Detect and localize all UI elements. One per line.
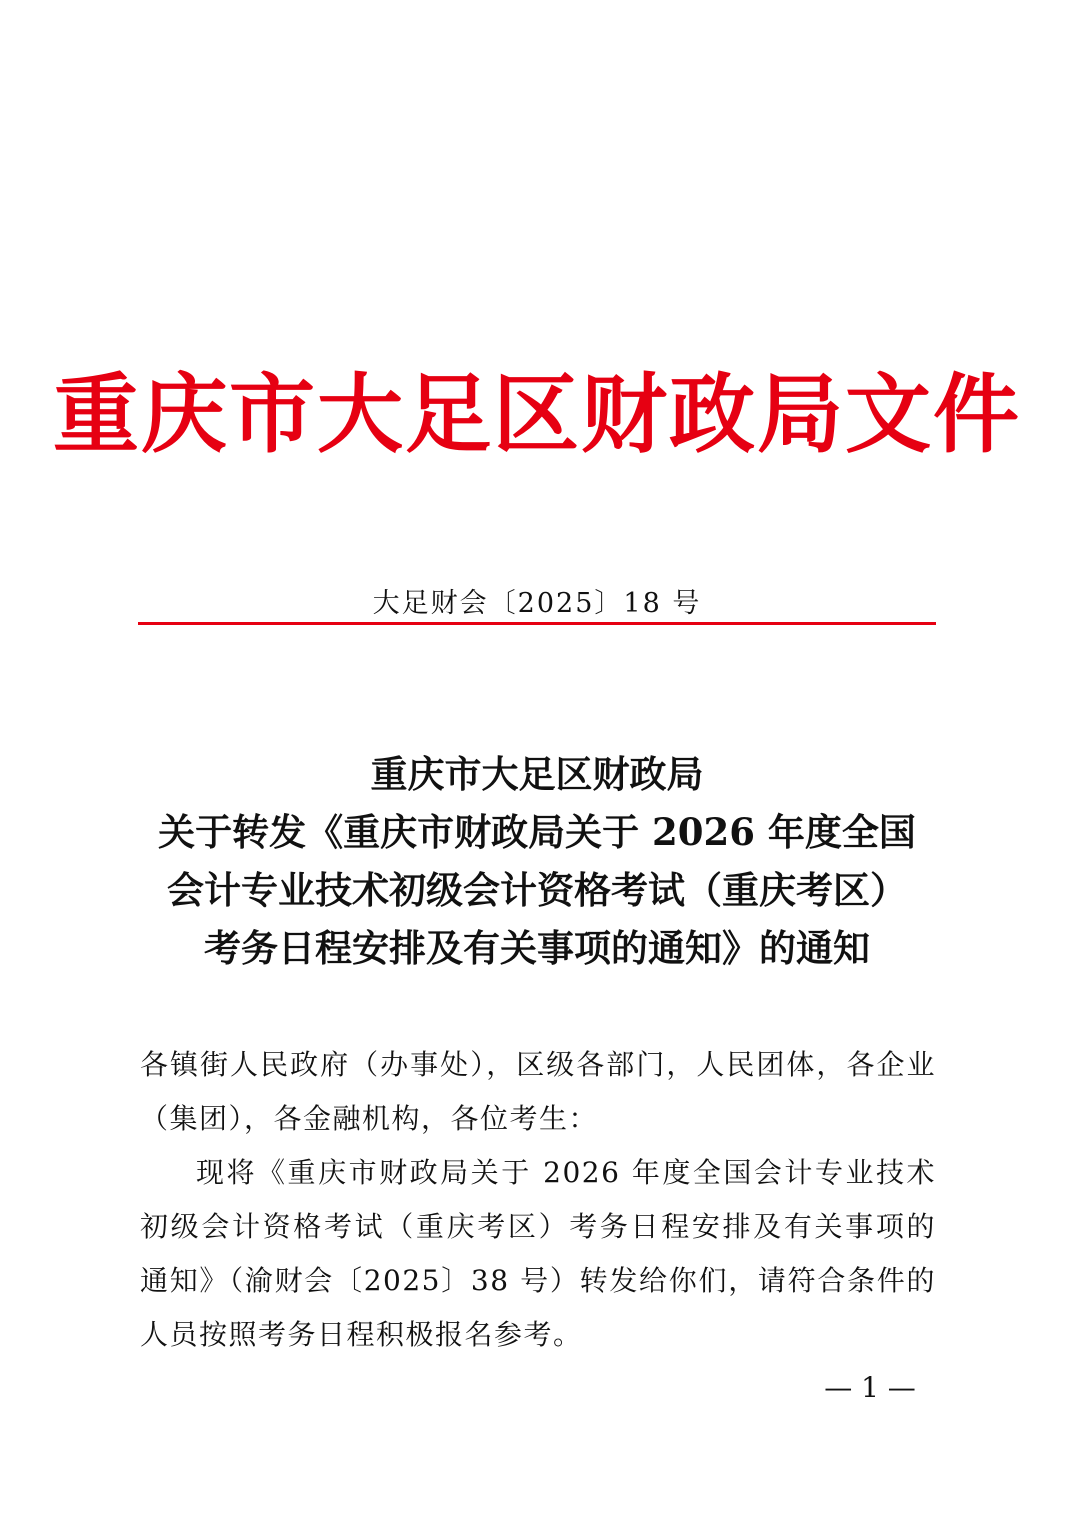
document-masthead: 重庆市大足区财政局文件: [53, 364, 1021, 465]
title-line: 考务日程安排及有关事项的通知》的通知: [204, 926, 870, 970]
red-divider-line: [138, 622, 936, 625]
document-body: [140, 1038, 936, 1362]
title-line: 重庆市大足区财政局: [370, 752, 704, 796]
salutation: 各镇街人民政府（办事处），区级各部门，人民团体，各企业（集团），各金融机构，各位考生：: [140, 1048, 936, 1135]
page-number: — 1 —: [824, 1371, 916, 1404]
title-line: 会计专业技术初级会计资格考试（重庆考区）: [167, 868, 907, 912]
document-number: 大足财会〔2025〕18 号: [372, 588, 702, 619]
body-paragraph: 现将《重庆市财政局关于 2026 年度全国会计专业技术初级会计资格考试（重庆考区）考务日程安排及有关事项的通知》（渝财会〔2025〕38 号）转发给你们，请符合条件的人员按照考务日程积极报名参考。: [140, 1156, 936, 1351]
title-line: 关于转发《重庆市财政局关于 2026 年度全国: [158, 810, 916, 854]
document-title: [120, 745, 954, 977]
